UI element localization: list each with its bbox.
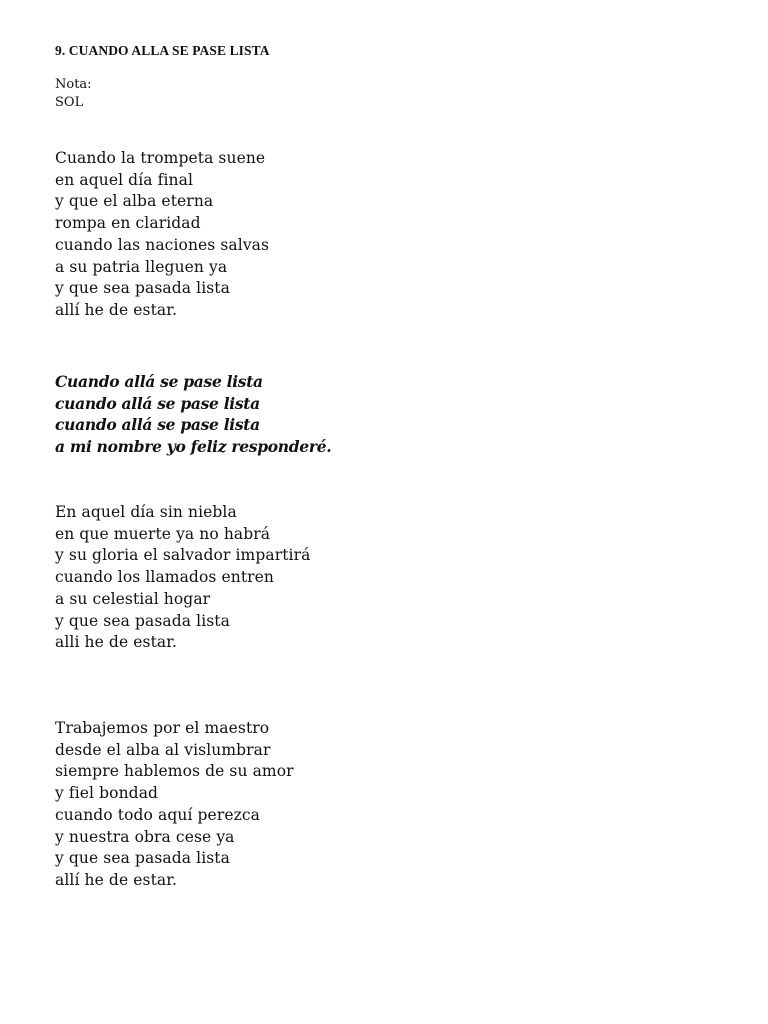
stanza-line: siempre hablemos de su amor xyxy=(55,762,294,781)
chorus xyxy=(55,371,331,458)
stanza-line: en aquel día final xyxy=(55,170,194,189)
stanza-line: a su celestial hogar xyxy=(55,589,211,608)
note-label: Nota: xyxy=(55,77,92,92)
stanza-line: y que el alba eterna xyxy=(55,192,214,211)
stanza-line: Trabajemos por el maestro xyxy=(55,719,270,737)
stanza-3 xyxy=(55,718,294,892)
stanza-line: y que sea pasada lista xyxy=(55,611,230,630)
stanza-line: Cuando la trompeta suene xyxy=(55,149,266,167)
stanza-line: y su gloria el salvador impartirá xyxy=(55,546,311,565)
stanza-line: allí he de estar. xyxy=(55,300,178,319)
stanza-line: alli he de estar. xyxy=(55,633,178,652)
stanza-line: y nuestra obra cese ya xyxy=(55,827,235,846)
stanza-line: y que sea pasada lista xyxy=(55,849,230,868)
stanza-line: desde el alba al vislumbrar xyxy=(55,740,271,759)
chorus-line: Cuando allá se pase lista xyxy=(55,372,263,391)
chorus-line: cuando allá se pase lista xyxy=(55,415,260,435)
note-value: SOL xyxy=(55,94,84,110)
stanza-line: y que sea pasada lista xyxy=(55,279,230,298)
stanza-line: cuando los llamados entren xyxy=(55,568,275,587)
stanza-line: En aquel día sin niebla xyxy=(55,503,237,521)
stanza-line: rompa en claridad xyxy=(55,214,201,233)
note-block xyxy=(55,76,92,111)
stanza-line: cuando las naciones salvas xyxy=(55,235,270,254)
stanza-line: cuando todo aquí perezca xyxy=(55,805,261,824)
stanza-1 xyxy=(55,148,269,322)
stanza-2 xyxy=(55,502,310,654)
stanza-line: y fiel bondad xyxy=(55,784,159,803)
stanza-line: en que muerte ya no habrá xyxy=(55,524,271,543)
stanza-line: allí he de estar. xyxy=(55,870,178,889)
song-title: 9. CUANDO ALLA SE PASE LISTA xyxy=(55,43,270,58)
chorus-line: cuando allá se pase lista xyxy=(55,393,260,413)
stanza-line: a su patria lleguen ya xyxy=(55,257,228,276)
chorus-line: a mi nombre yo feliz responderé. xyxy=(55,437,332,457)
